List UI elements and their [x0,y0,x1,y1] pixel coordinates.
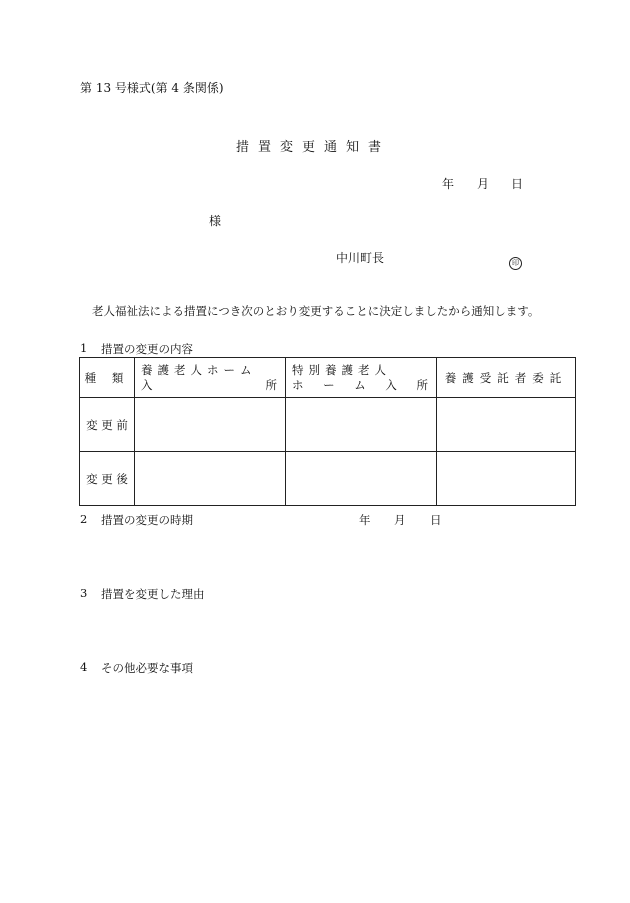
cell-before-consignment [437,398,576,452]
table-row [80,452,576,506]
header-consignment: 養護受託者委託 [437,358,576,398]
section-4-number: 4 [80,660,88,674]
section-1-number: 1 [80,341,88,355]
header-kind: 種 類 [80,358,135,398]
section-4-label: その他必要な事項 [101,661,193,675]
row-after-label: 変 更 後 [80,452,135,506]
document-title: 措置変更通知書 [236,140,391,155]
cell-before-special-home [286,398,437,452]
table-header-row [80,358,576,398]
cell-after-special-home [286,452,437,506]
cell-before-elderly-home [135,398,286,452]
seal-icon: 印 [509,250,522,270]
row-before-label: 変 更 前 [80,398,135,452]
cell-after-consignment [437,452,576,506]
section-2-number: 2 [80,512,88,526]
addressee-suffix: 様 [209,214,222,228]
intro-text: 老人福祉法による措置につき次のとおり変更することに決定しましたから通知します。 [92,304,540,318]
section-1-label: 措置の変更の内容 [101,342,193,356]
timing-month-label: 月 [394,513,406,527]
date-year-label: 年 [442,177,455,191]
measures-table [79,357,576,506]
section-3-number: 3 [80,586,88,600]
timing-day-label: 日 [430,513,442,527]
issuer-name: 中川町長 [336,251,385,265]
timing-year-label: 年 [359,513,371,527]
date-day-label: 日 [511,177,524,191]
header-elderly-home: 養護老人ホーム 入 所 [135,358,286,398]
table-row [80,398,576,452]
section-2-label: 措置の変更の時期 [101,513,193,527]
section-3-label: 措置を変更した理由 [101,587,205,601]
form-number: 第 13 号様式(第 4 条関係) [80,81,224,95]
date-month-label: 月 [477,177,490,191]
header-special-elderly-home: 特別養護老人 ホ ー ム 入 所 [286,358,437,398]
cell-after-elderly-home [135,452,286,506]
